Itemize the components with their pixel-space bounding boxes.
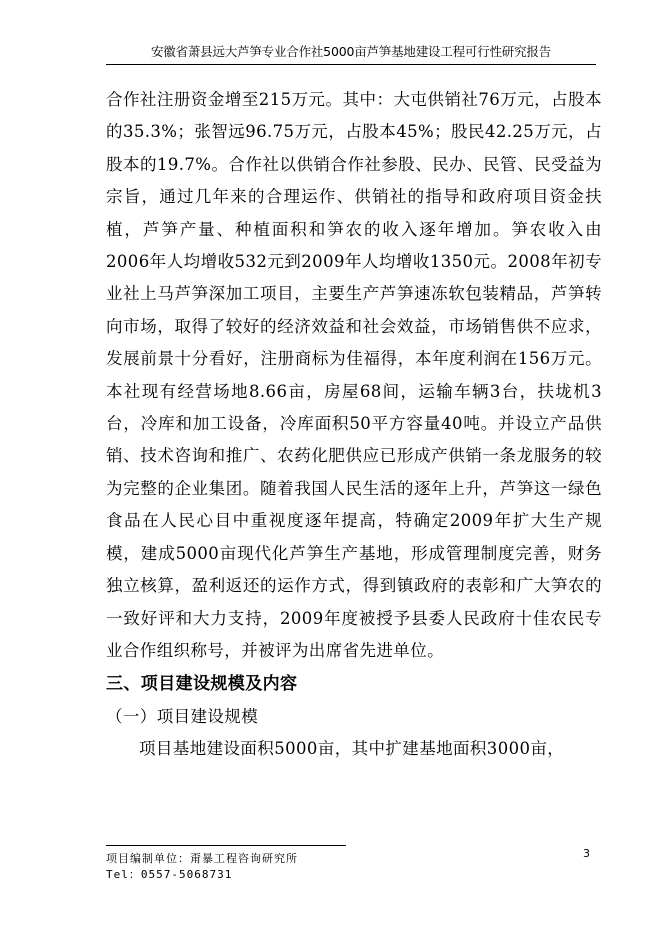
- document-body: [106, 84, 602, 766]
- page-header-title: 安徽省萧县远大芦笋专业合作社5000亩芦笋基地建设工程可行性研究报告: [150, 44, 551, 59]
- header-divider: [106, 64, 596, 65]
- body-paragraph: 合作社注册资金增至215万元。其中：大屯供销社76万元，占股本的35.3%；张智远96.75万元，占股本45%；股民42.25万元，占股本的19.7%。合作社以供销合作社参股、民办、民管、民受益为宗旨，通过几年来的合理运作、供销社的指导和政府项目资金扶植，芦笋产量、种植面积和笋农的收入逐年增加。笋农收入由2006年人均增收532元到2009年人均增收1350元。2008年初专业社上马芦笋深加工项目，主要生产芦笋速冻软包装精品，芦笋转向市场，取得了较好的经济效益和社会效益，市场销售供不应求，发展前景十分看好，注册商标为佳福得，本年度利润在156万元。本社现有经营场地8.66亩，房屋68间，运输车辆3台，扶垅机3台，冷库和加工设备，冷库面积50平方容量40吨。并设立产品供销、技术咨询和推广、农药化肥供应已形成产供销一条龙服务的较为完整的企业集团。随着我国人民生活的逐年上升，芦笋这一绿色食品在人民心目中重视度逐年提高，特确定2009年扩大生产规模，建成5000亩现代化芦笋生产基地，形成管理制度完善，财务独立核算，盈利返还的运作方式，得到镇政府的表彰和广大笋农的一致好评和大力支持，2009年度被授予县委人民政府十佳农民专业合作组织称号，并被评为出席省先进单位。: [106, 90, 602, 660]
- footer-unit: 项目编制单位：甭暴工程咨询研究所: [106, 852, 298, 865]
- body-last-line: 项目基地建设面积5000亩，其中扩建基地面积3000亩，: [139, 739, 565, 759]
- footer-tel: Tel：0557-5068731: [106, 868, 233, 881]
- section-heading: 三、项目建设规模及内容: [106, 674, 298, 695]
- footer-divider: [106, 845, 346, 846]
- subsection-heading: （一）项目建设规模: [106, 707, 259, 727]
- page-number: 3: [583, 847, 590, 860]
